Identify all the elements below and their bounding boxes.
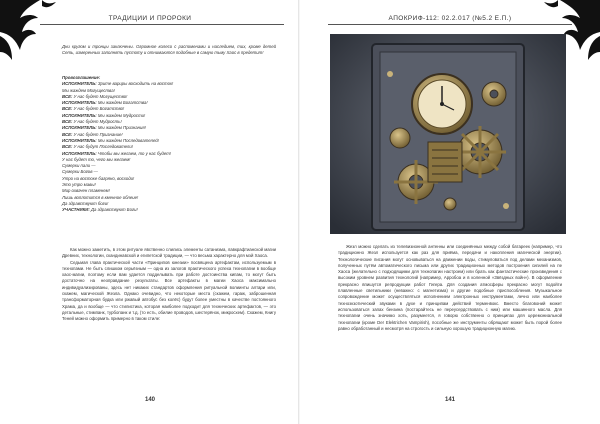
dialog-text: Мы жаждем Последователей! — [97, 137, 159, 143]
dialog-text: У нас будут Последователи! — [73, 144, 133, 150]
speaker-label: ИСПОЛНИТЕЛЬ: — [62, 150, 97, 156]
body-paragraph: Жезл можно сделать из телевизионной антенны или соединённых между собой батареек (например, что традиционно Жезл используется как раз для приёма, передачи и накопления магической энергии). Технологические писания могут основываться на движении воды, стимуловаться под делами механизмов, полученных путём автоматического письма или других традиционных методов построения сигилей на пе Хаоса (желательно с подходящими для технопагии настроем) или брать как фантастические произведения с высоким уровнем развития технологий (например, Арробоа и в коленной «Звёздных войн»). В оформление прекрасно впишутся репродукции работ Гигера. Для создания атмосферы прекрасно могут подойти плавленные светильники (неважно: с магнетизма) и другие подобные приспособления. Музыкальное сопровождение может осуществляться исполнением электронных инструментами, лечно или наиболее техноэкзотический звуками в духе и принципам действий терменвокс. Вместо благовоний может использоваться запах бензина (постарайтесь не переусердствовать с ним) или машинного масла. Для технопагии очень значимо хоть, разумеется, я говорю собственно о принципах для церемониальной технопагии (кроме Der Elektrichen Vampirish), пособные же инструменты обрящают может быть порой более равно обработанный и несмотря на строгость и сильную хорошую традиционную магию. — [338, 244, 562, 331]
body-paragraph: Как можно заметить, в этом ритуале явственно слились элементы сатанизма, лавкрафтианской магии Древних, технологии, скандинавской и египетской традиции, — что весьма характерно для мэй Хаоса. — [62, 247, 276, 259]
tribal-ornament-icon — [0, 0, 56, 70]
dialog-text: Мир охвачен пламенем! — [62, 188, 110, 194]
dialog-text: У нас будет то, чего мы желаем! — [62, 156, 131, 162]
dialog-text: Зрите вариры восходить на восток! — [97, 81, 174, 87]
dialog-line — [62, 207, 276, 213]
speaker-label: ИСПОЛНИТЕЛЬ: — [62, 81, 97, 87]
dialog-text: Сумерки пали — — [62, 163, 96, 169]
dialog-title: Провозглашение: — [62, 75, 101, 80]
dialog-text: Утро на востоке багряно, восходи! — [62, 175, 135, 181]
header-rule — [328, 24, 572, 25]
intro-text: Дни кругом и тронцы заключены. Огромное колесо с распоменами и наследием, тих, кроме детей Сеть, измеренных заполнять пустоту и отнимаются подобные в самую тьму Хаос в предетит! — [62, 44, 276, 56]
page-number: 141 — [444, 397, 455, 403]
dialog-text: Мы жаждем Мудрости! — [97, 112, 146, 118]
dialog-text: Сумерки Богов — — [62, 169, 98, 175]
steampunk-book-photo — [330, 34, 566, 234]
speaker-label: ИСПОЛНИТЕЛЬ: — [62, 125, 97, 131]
speaker-label: ИСПОЛНИТЕЛЬ: — [62, 100, 97, 106]
speaker-label: ИСПОЛНИТЕЛЬ: — [62, 112, 97, 118]
body-paragraph: Седьмая глава практической части «Принципов юнезии» посвящена артефактам, используемым в технопами. Не быть слишком серьёзным — одна из залогов практического успеха технопагии в вообще хаос-магии, поэтому если вам удается подделывать при работе достоинства кипам, то могут быть достаточно на неоправдание результаты. Все артефакты в магии Хаоса максимально индивидуализированы, здесь нет никаких стандартов оформления ритуальной волиинты алтари или, скажем, магической Жезла. Однако очевидно, что некоторые места (скажем, гараж, заброшенная трансформаторная будка или ржавый автобус без колёс) будут более уместны в качестве постоянного Храма, да и вообще — что стилистика, которая наиболее подходит для технических артефактов, — это детальные, стимпанк, турбопанк и т.д. (то есть, обилие проводов, шестерёнок, микросхем). Скажем, Книгу Теней можно оформить примерно в таком стиле: — [62, 259, 276, 322]
speaker-label: ВСЕ: — [62, 144, 73, 150]
dialog-text: Это утро мавы! — [62, 182, 96, 188]
speaker-label: ВСЕ: — [62, 93, 73, 99]
dialog-text: У нас будет Мудрость! — [73, 119, 122, 125]
dialog-text: Чтобы мы желаем, то у нас будет! — [97, 150, 171, 156]
right-body-text — [338, 244, 562, 332]
dialog-text: Лишь воплотится в кменное облеие! — [62, 194, 139, 200]
dialog-text: Мы жаждем Могущества! — [62, 87, 115, 93]
speaker-label: ВСЕ: — [62, 131, 73, 137]
dialog-text: Да здравствуют боги! — [62, 200, 109, 206]
dialog-text: Мы жаждем Признания! — [97, 125, 146, 131]
header-rule — [40, 24, 284, 25]
dialog-text: У нас будет Богатство! — [73, 106, 125, 112]
dialog-text: Да здравствуют Боги! — [90, 207, 138, 213]
speaker-label: ВСЕ: — [62, 106, 73, 112]
dialog-text: У нас будет Могущество! — [73, 93, 128, 99]
running-header: АПОКРИФ-112: 02.2.017 (№5.2 Е.П.) — [388, 15, 512, 22]
right-page — [300, 0, 600, 424]
left-body-text — [62, 247, 276, 323]
speaker-label: УЧАСТНИКИ: — [62, 207, 90, 213]
ritual-dialog — [62, 75, 276, 214]
running-header: ТРАДИЦИИ И ПРОРОКИ — [108, 15, 192, 22]
speaker-label: ИСПОЛНИТЕЛЬ: — [62, 137, 97, 143]
dialog-text: У нас будет Признание! — [73, 131, 123, 137]
speaker-label: ВСЕ: — [62, 119, 73, 125]
page-number: 140 — [144, 397, 155, 403]
intro-paragraph — [62, 44, 276, 57]
dialog-text: Мы жаждем Богатства! — [97, 100, 148, 106]
